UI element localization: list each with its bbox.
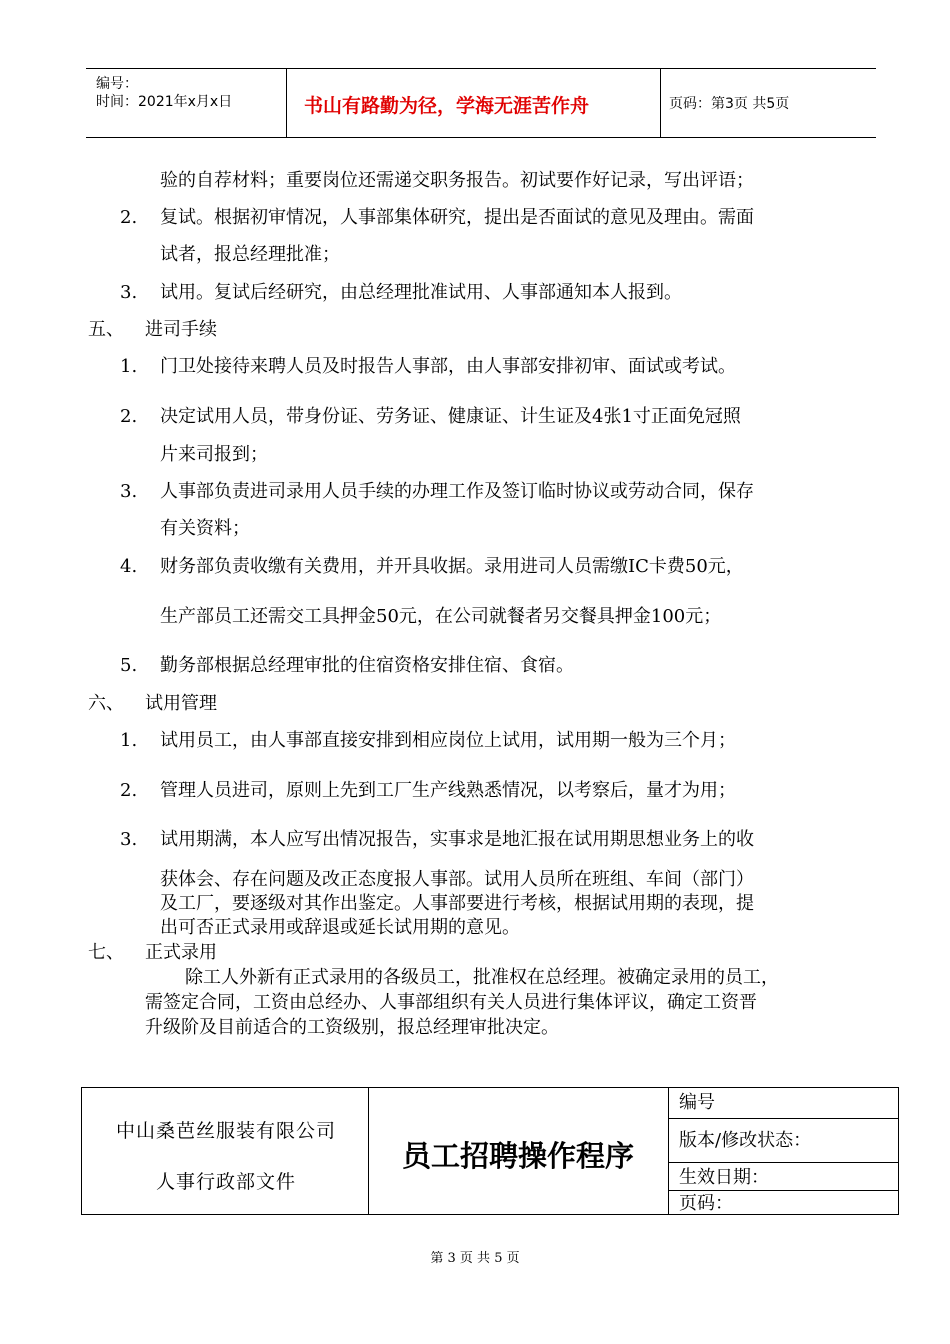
- section-number: 六、: [88, 693, 124, 714]
- company-name: 中山桑芭丝服装有限公司: [115, 1120, 336, 1142]
- body-line: 需签定合同，工资由总经办、人事部组织有关人员进行集体评议，确定工资晋: [145, 992, 757, 1013]
- footer-info-cell: [669, 1088, 898, 1214]
- header-right-cell: [661, 69, 876, 137]
- item-number: 2.: [120, 406, 138, 427]
- body-line: 片来司报到；: [160, 444, 268, 465]
- body-line: 验的自荐材料；重要岗位还需递交职务报告。初试要作好记录，写出评语；: [160, 170, 754, 191]
- section-number: 七、: [88, 942, 124, 963]
- body-line: 出可否正式录用或辞退或延长试用期的意见。: [160, 917, 520, 938]
- body-line: 试用员工，由人事部直接安排到相应岗位上试用，试用期一般为三个月；: [160, 730, 736, 751]
- body-line: 生产部员工还需交工具押金50元，在公司就餐者另交餐具押金100元；: [160, 606, 722, 627]
- body-line: 除工人外新有正式录用的各级员工，批准权在总经理。被确定录用的员工，: [185, 967, 779, 988]
- code-label: 编号：: [96, 76, 138, 92]
- footer-title-cell: [368, 1088, 669, 1214]
- effective-date-row: 生效日期：: [669, 1163, 898, 1191]
- motto: 书山有路勤为径，学海无涯苦作舟: [304, 95, 590, 117]
- body-line: 获体会、存在问题及改正态度报人事部。试用人员所在班组、车间（部门）: [160, 869, 754, 890]
- section-title: 正式录用: [145, 942, 217, 963]
- item-number: 1.: [120, 730, 138, 751]
- item-number: 2.: [120, 207, 138, 228]
- item-number: 4.: [120, 556, 138, 577]
- item-number: 3.: [120, 282, 138, 303]
- body-line: 试用。复试后经研究，由总经理批准试用、人事部通知本人报到。: [160, 282, 682, 303]
- body-line: 升级阶及目前适合的工资级别，报总经理审批决定。: [145, 1017, 559, 1038]
- body-line: 试者，报总经理批准；: [160, 244, 340, 265]
- item-number: 2.: [120, 780, 138, 801]
- page-label: 页码：第3页 共5页: [669, 96, 790, 112]
- code-row: 编号: [669, 1088, 898, 1119]
- page-header: [86, 68, 876, 138]
- item-number: 1.: [120, 356, 138, 377]
- footer-left-cell: [82, 1088, 369, 1214]
- footer-table: [81, 1087, 899, 1215]
- body-line: 有关资料；: [160, 518, 250, 539]
- page-number-footer: 第 3 页 共 5 页: [430, 1251, 520, 1266]
- body-line: 人事部负责进司录用人员手续的办理工作及签订临时协议或劳动合同，保存: [160, 481, 754, 502]
- header-middle-cell: [286, 69, 661, 137]
- version-row: 版本/修改状态：: [669, 1119, 898, 1163]
- department-name: 人事行政部文件: [155, 1171, 296, 1193]
- body-line: 试用期满，本人应写出情况报告，实事求是地汇报在试用期思想业务上的收: [160, 829, 754, 850]
- body-line: 门卫处接待来聘人员及时报告人事部，由人事部安排初审、面试或考试。: [160, 356, 736, 377]
- body-line: 财务部负责收缴有关费用，并开具收据。录用进司人员需缴IC卡费50元，: [160, 556, 744, 577]
- body-line: 管理人员进司，原则上先到工厂生产线熟悉情况，以考察后，量才为用；: [160, 780, 736, 801]
- section-title: 试用管理: [145, 693, 217, 714]
- section-title: 进司手续: [145, 319, 217, 340]
- body-line: 复试。根据初审情况，人事部集体研究，提出是否面试的意见及理由。需面: [160, 207, 754, 228]
- body-line: 及工厂，要逐级对其作出鉴定。人事部要进行考核，根据试用期的表现，提: [160, 893, 754, 914]
- body-line: 勤务部根据总经理审批的住宿资格安排住宿、食宿。: [160, 655, 574, 676]
- time-label: 时间：2021年x月x日: [96, 94, 233, 110]
- section-number: 五、: [88, 319, 124, 340]
- item-number: 3.: [120, 481, 138, 502]
- item-number: 3.: [120, 829, 138, 850]
- item-number: 5.: [120, 655, 138, 676]
- header-left-cell: [86, 69, 287, 137]
- page-row: 页码：: [679, 1193, 733, 1214]
- document-title: 员工招聘操作程序: [401, 1139, 634, 1173]
- body-line: 决定试用人员，带身份证、劳务证、健康证、计生证及4张1寸正面免冠照: [160, 406, 741, 427]
